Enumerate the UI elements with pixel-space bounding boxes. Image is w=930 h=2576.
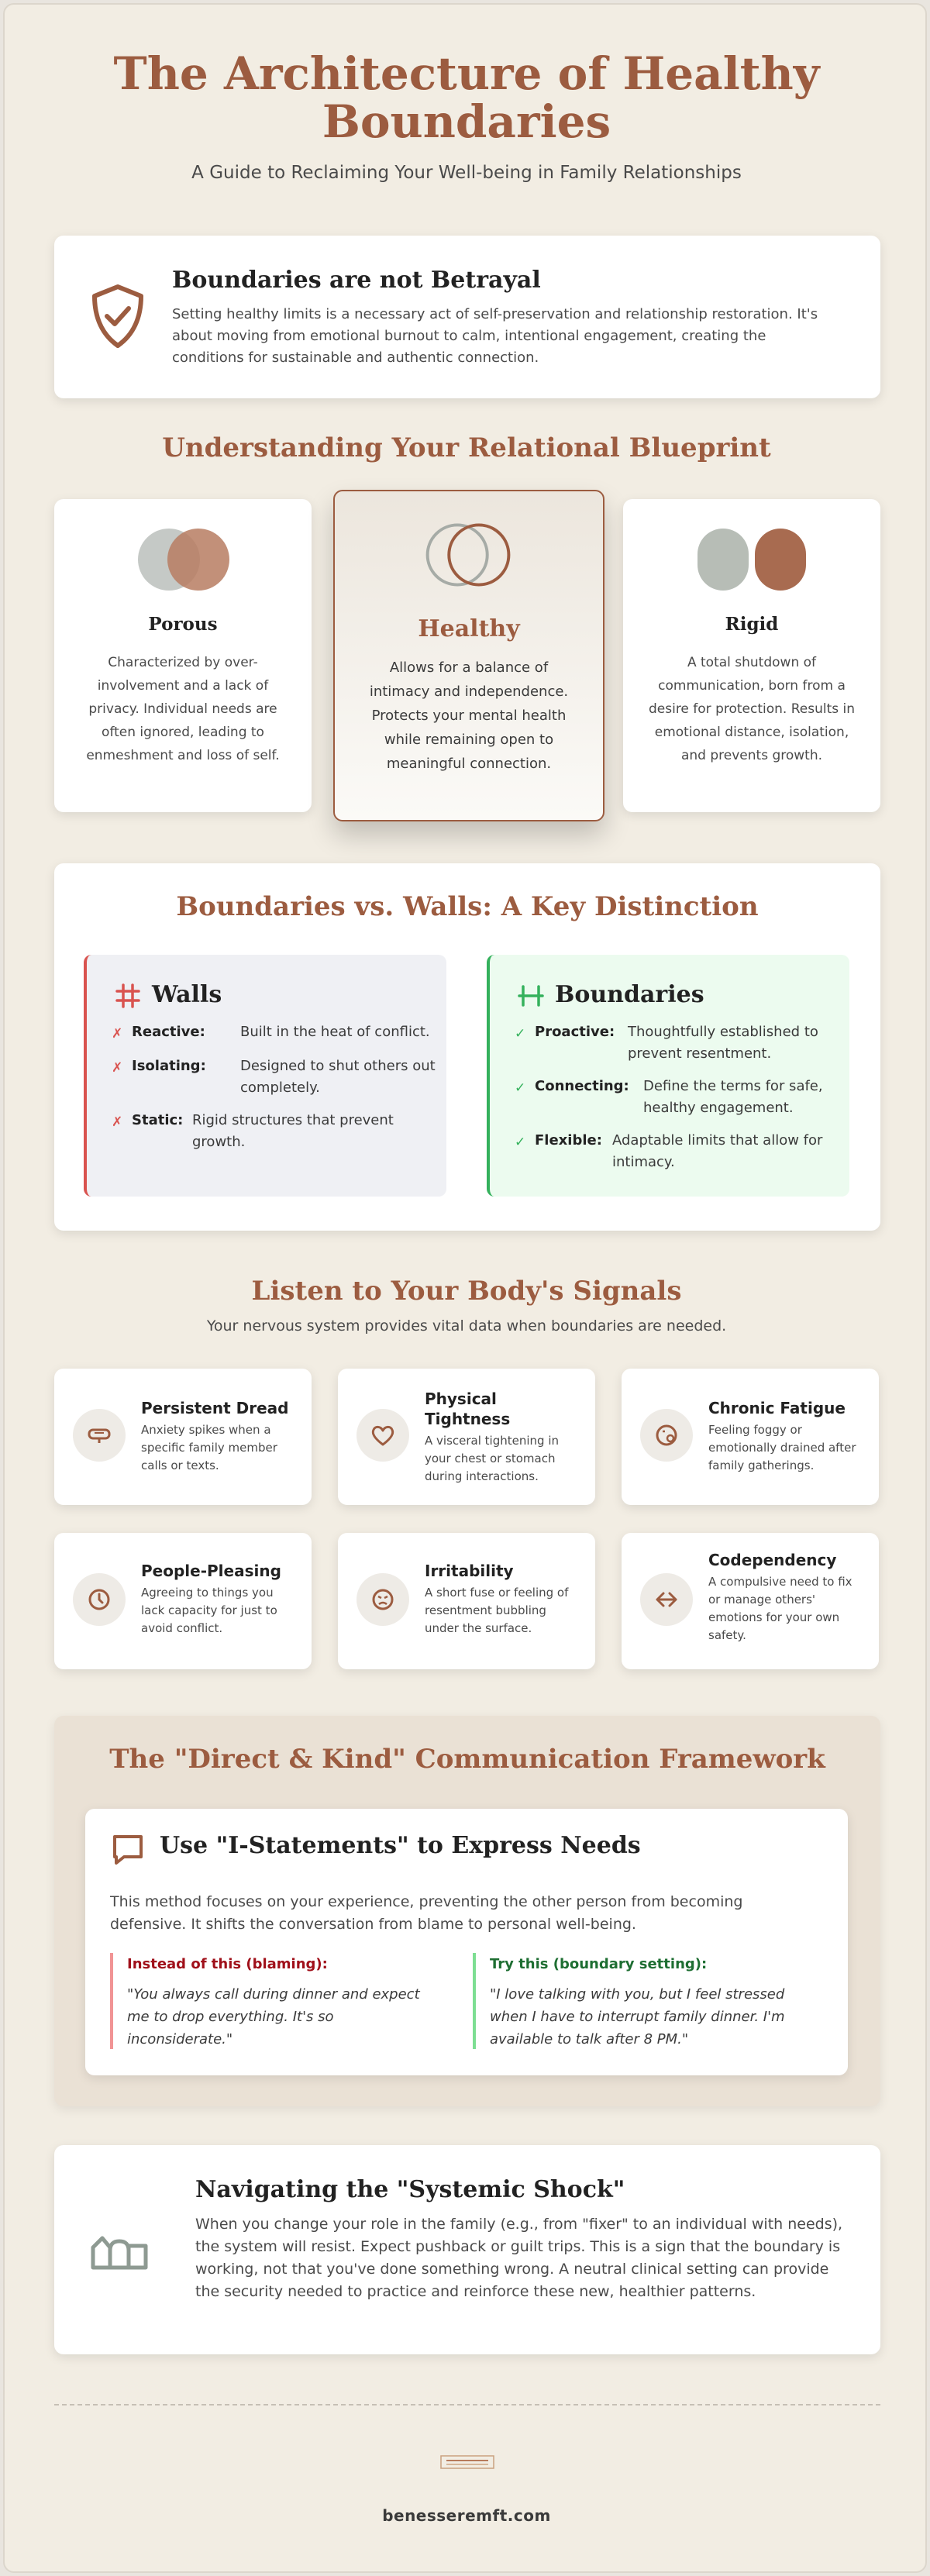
signal-title: People-Pleasing [141, 1562, 281, 1580]
overlapping-circles-icon [54, 527, 312, 592]
signal-text: A short fuse or feeling of resentment bubbling under the surface. [425, 1586, 569, 1635]
distinction-card [54, 863, 880, 1231]
exchange-arrows-icon [654, 1587, 679, 1612]
footer-divider [54, 2404, 880, 2406]
walls-title: Walls [152, 981, 222, 1008]
walls-item-text: Rigid structures that prevent growth. [192, 1112, 394, 1150]
boundaries-item-text: Define the terms for safe, healthy engagement. [643, 1078, 823, 1116]
blueprint-card-porous [54, 499, 312, 812]
angry-face-icon [370, 1587, 395, 1612]
drained-face-icon [654, 1423, 679, 1448]
signal-card [338, 1369, 595, 1505]
signal-card [622, 1533, 879, 1669]
walls-item-text: Designed to shut others out completely. [240, 1058, 436, 1096]
check-mark-icon: ✓ [515, 1135, 526, 1150]
x-mark-icon: ✗ [112, 1060, 123, 1076]
signal-title: Irritability [425, 1562, 514, 1580]
clock-icon [87, 1587, 112, 1612]
blaming-example [110, 1953, 443, 2049]
signal-text: Agreeing to things you lack capacity for just to avoid conflict. [141, 1586, 277, 1635]
rigid-text: A total shutdown of communication, born from a desire for protection. Results in emotional distance, isolation, and prevents growth. [648, 655, 856, 763]
signal-title: Codependency [708, 1551, 837, 1569]
infographic-page [3, 3, 927, 2573]
signal-title: Chronic Fatigue [708, 1399, 846, 1417]
blaming-label: Instead of this (blaming): [127, 1956, 328, 1972]
blaming-quote: "You always call during dinner and expect me to drop everything. It's so inconsiderate." [127, 1986, 420, 2047]
intro-text: Setting healthy limits is a necessary act of self-preservation and relationship restoration. It's about moving from emotional burnout to calm, intentional engagement, creating the conditions for sustainable and authentic connection. [172, 306, 818, 366]
x-mark-icon: ✗ [112, 1026, 123, 1042]
fence-icon [518, 983, 544, 1009]
porous-title: Porous [148, 614, 218, 635]
shock-text: When you change your role in the family (e.g., from "fixer" to an individual with needs), the system will resist. Expect pushback or guilt trips. This is a sign that the boundary is working, not that you've done something wrong. A neutral clinical setting can provide the security needed to practice and reinforce these new, healthier patterns. [195, 2216, 843, 2300]
signals-title: Listen to Your Body's Signals [251, 1276, 682, 1307]
signal-title: Physical Tightness [425, 1390, 511, 1428]
signal-card [338, 1533, 595, 1669]
blueprint-card-healthy [333, 490, 604, 821]
signal-title: Persistent Dread [141, 1399, 289, 1417]
check-mark-icon: ✓ [515, 1026, 526, 1042]
signal-card [622, 1369, 879, 1505]
walls-item-label: Isolating: [132, 1058, 206, 1074]
signal-text: A compulsive need to fix or manage others' emotions for your own safety. [708, 1575, 852, 1642]
signals-subtitle: Your nervous system provides vital data when boundaries are needed. [206, 1317, 727, 1334]
walls-panel [84, 955, 446, 1197]
walls-item-label: Reactive: [132, 1024, 205, 1040]
boundaries-item-text: Thoughtfully established to prevent resentment. [628, 1024, 818, 1062]
x-mark-icon: ✗ [112, 1114, 123, 1130]
signal-card [54, 1369, 312, 1505]
phone-alert-icon [87, 1423, 112, 1448]
i-statements-title: Use "I-Statements" to Express Needs [160, 1832, 641, 1859]
distinction-title: Boundaries vs. Walls: A Key Distinction [176, 891, 759, 922]
signal-text: A visceral tightening in your chest or stomach during interactions. [425, 1434, 559, 1483]
separated-shapes-icon [623, 527, 880, 592]
shield-check-icon [90, 284, 146, 349]
blueprint-card-rigid [623, 499, 880, 812]
intro-card [54, 236, 880, 398]
i-statements-card [85, 1809, 848, 2075]
signal-text: Feeling foggy or emotionally drained after family gatherings. [708, 1423, 856, 1472]
porous-text: Characterized by over-involvement and a lack of privacy. Individual needs are often ignored, leading to enmeshment and loss of self. [86, 655, 280, 763]
blueprint-title: Understanding Your Relational Blueprint [162, 432, 771, 463]
check-mark-icon: ✓ [515, 1080, 526, 1096]
page-title: The Architecture of Healthy Boundaries [113, 47, 820, 148]
boundary-label: Try this (boundary setting): [490, 1956, 708, 1972]
i-statements-description: This method focuses on your experience, preventing the other person from becoming defensive. It shifts the conversation from blame to personal well-being. [110, 1893, 743, 1933]
benessere-logo [440, 2454, 494, 2471]
boundary-example [473, 1953, 806, 2049]
boundaries-item-label: Proactive: [535, 1024, 615, 1040]
systemic-shock-card [54, 2145, 880, 2354]
walls-item-text: Built in the heat of conflict. [240, 1024, 430, 1040]
shock-title: Navigating the "Systemic Shock" [195, 2176, 625, 2203]
healthy-title: Healthy [418, 615, 520, 642]
boundaries-title: Boundaries [555, 981, 704, 1008]
intro-title: Boundaries are not Betrayal [172, 267, 541, 294]
speech-bubble-icon [110, 1832, 146, 1868]
page-subtitle: A Guide to Reclaiming Your Well-being in Family Relationships [191, 163, 742, 183]
boundaries-item-text: Adaptable limits that allow for intimacy. [612, 1132, 823, 1170]
boundaries-panel [487, 955, 849, 1197]
signal-text: Anxiety spikes when a specific family member calls or texts. [141, 1423, 277, 1472]
walls-item-label: Static: [132, 1112, 184, 1128]
rigid-title: Rigid [725, 614, 779, 635]
boundaries-item-label: Flexible: [535, 1132, 602, 1149]
healthy-text: Allows for a balance of intimacy and independence. Protects your mental health while remaining open to meaningful connection. [369, 659, 569, 772]
people-group-icon [88, 2233, 150, 2272]
boundaries-item-label: Connecting: [535, 1078, 629, 1094]
balanced-circles-icon [335, 522, 603, 587]
heart-icon [370, 1423, 395, 1448]
framework-section [54, 1716, 880, 2106]
boundary-quote: "I love talking with you, but I feel stressed when I have to interrupt family dinner. I'm available to talk after 8 PM." [490, 1986, 785, 2047]
signal-card [54, 1533, 312, 1669]
framework-title: The "Direct & Kind" Communication Framework [109, 1744, 825, 1775]
footer-site-link[interactable]: benesseremft.com [382, 2506, 551, 2525]
brick-wall-icon [115, 983, 141, 1009]
